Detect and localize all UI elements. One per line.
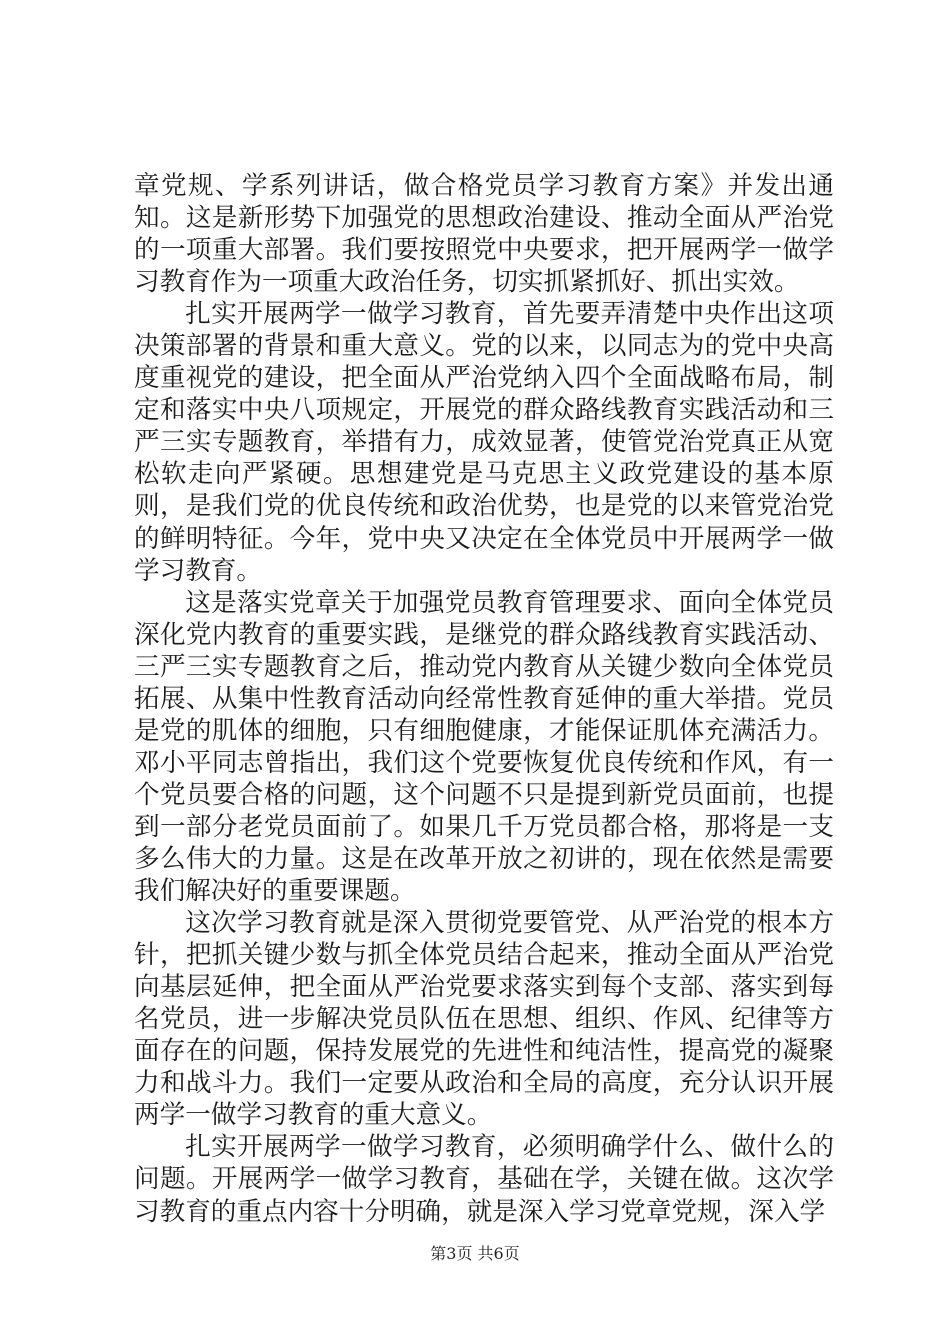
document-body xyxy=(134,170,834,1228)
paragraph-2: 扎实开展两学一做学习教育，首先要弄清楚中央作出这项决策部署的背景和重大意义。党的以来，以同志为的党中央高度重视党的建设，把全面从严治党纳入四个全面战略布局，制定和落实中央八项规定，开展党的群众路线教育实践活动和三严三实专题教育，举措有力，成效显著，使管党治党真正从宽松软走向严紧硬。思想建党是马克思主义政党建设的基本原则，是我们党的优良传统和政治优势，也是党的以来管党治党的鲜明特征。今年，党中央又决定在全体党员中开展两学一做学习教育。 xyxy=(134,299,834,586)
paragraph-5: 扎实开展两学一做学习教育，必须明确学什么、做什么的问题。开展两学一做学习教育，基础在学，关键在做。这次学习教育的重点内容十分明确，就是深入学习党章党规，深入学 xyxy=(134,1132,834,1227)
paragraph-1: 章党规、学系列讲话，做合格党员学习教育方案》并发出通知。这是新形势下加强党的思想政治建设、推动全面从严治党的一项重大部署。我们要按照党中央要求，把开展两学一做学习教育作为一项重大政治任务，切实抓紧抓好、抓出实效。 xyxy=(134,171,834,298)
paragraph-3: 这是落实党章关于加强党员教育管理要求、面向全体党员深化党内教育的重要实践，是继党的群众路线教育实践活动、三严三实专题教育之后，推动党内教育从关键少数向全体党员拓展、从集中性教育活动向经常性教育延伸的重大举措。党员是党的肌体的细胞，只有细胞健康，才能保证肌体充满活力。邓小平同志曾指出，我们这个党要恢复优良传统和作风，有一个党员要合格的问题，这个问题不只是提到新党员面前，也提到一部分老党员面前了。如果几千万党员都合格，那将是一支多么伟大的力量。这是在改革开放之初讲的，现在依然是需要我们解决好的重要课题。 xyxy=(134,587,834,907)
paragraph-4: 这次学习教育就是深入贯彻党要管党、从严治党的根本方针，把抓关键少数与抓全体党员结合起来，推动全面从严治党向基层延伸，把全面从严治党要求落实到每个支部、落实到每名党员，进一步解决党员队伍在思想、组织、作风、纪律等方面存在的问题，保持发展党的先进性和纯洁性，提高党的凝聚力和战斗力。我们一定要从政治和全局的高度，充分认识开展两学一做学习教育的重大意义。 xyxy=(134,908,834,1131)
page-footer: 第3页 共6页 xyxy=(430,1244,520,1263)
